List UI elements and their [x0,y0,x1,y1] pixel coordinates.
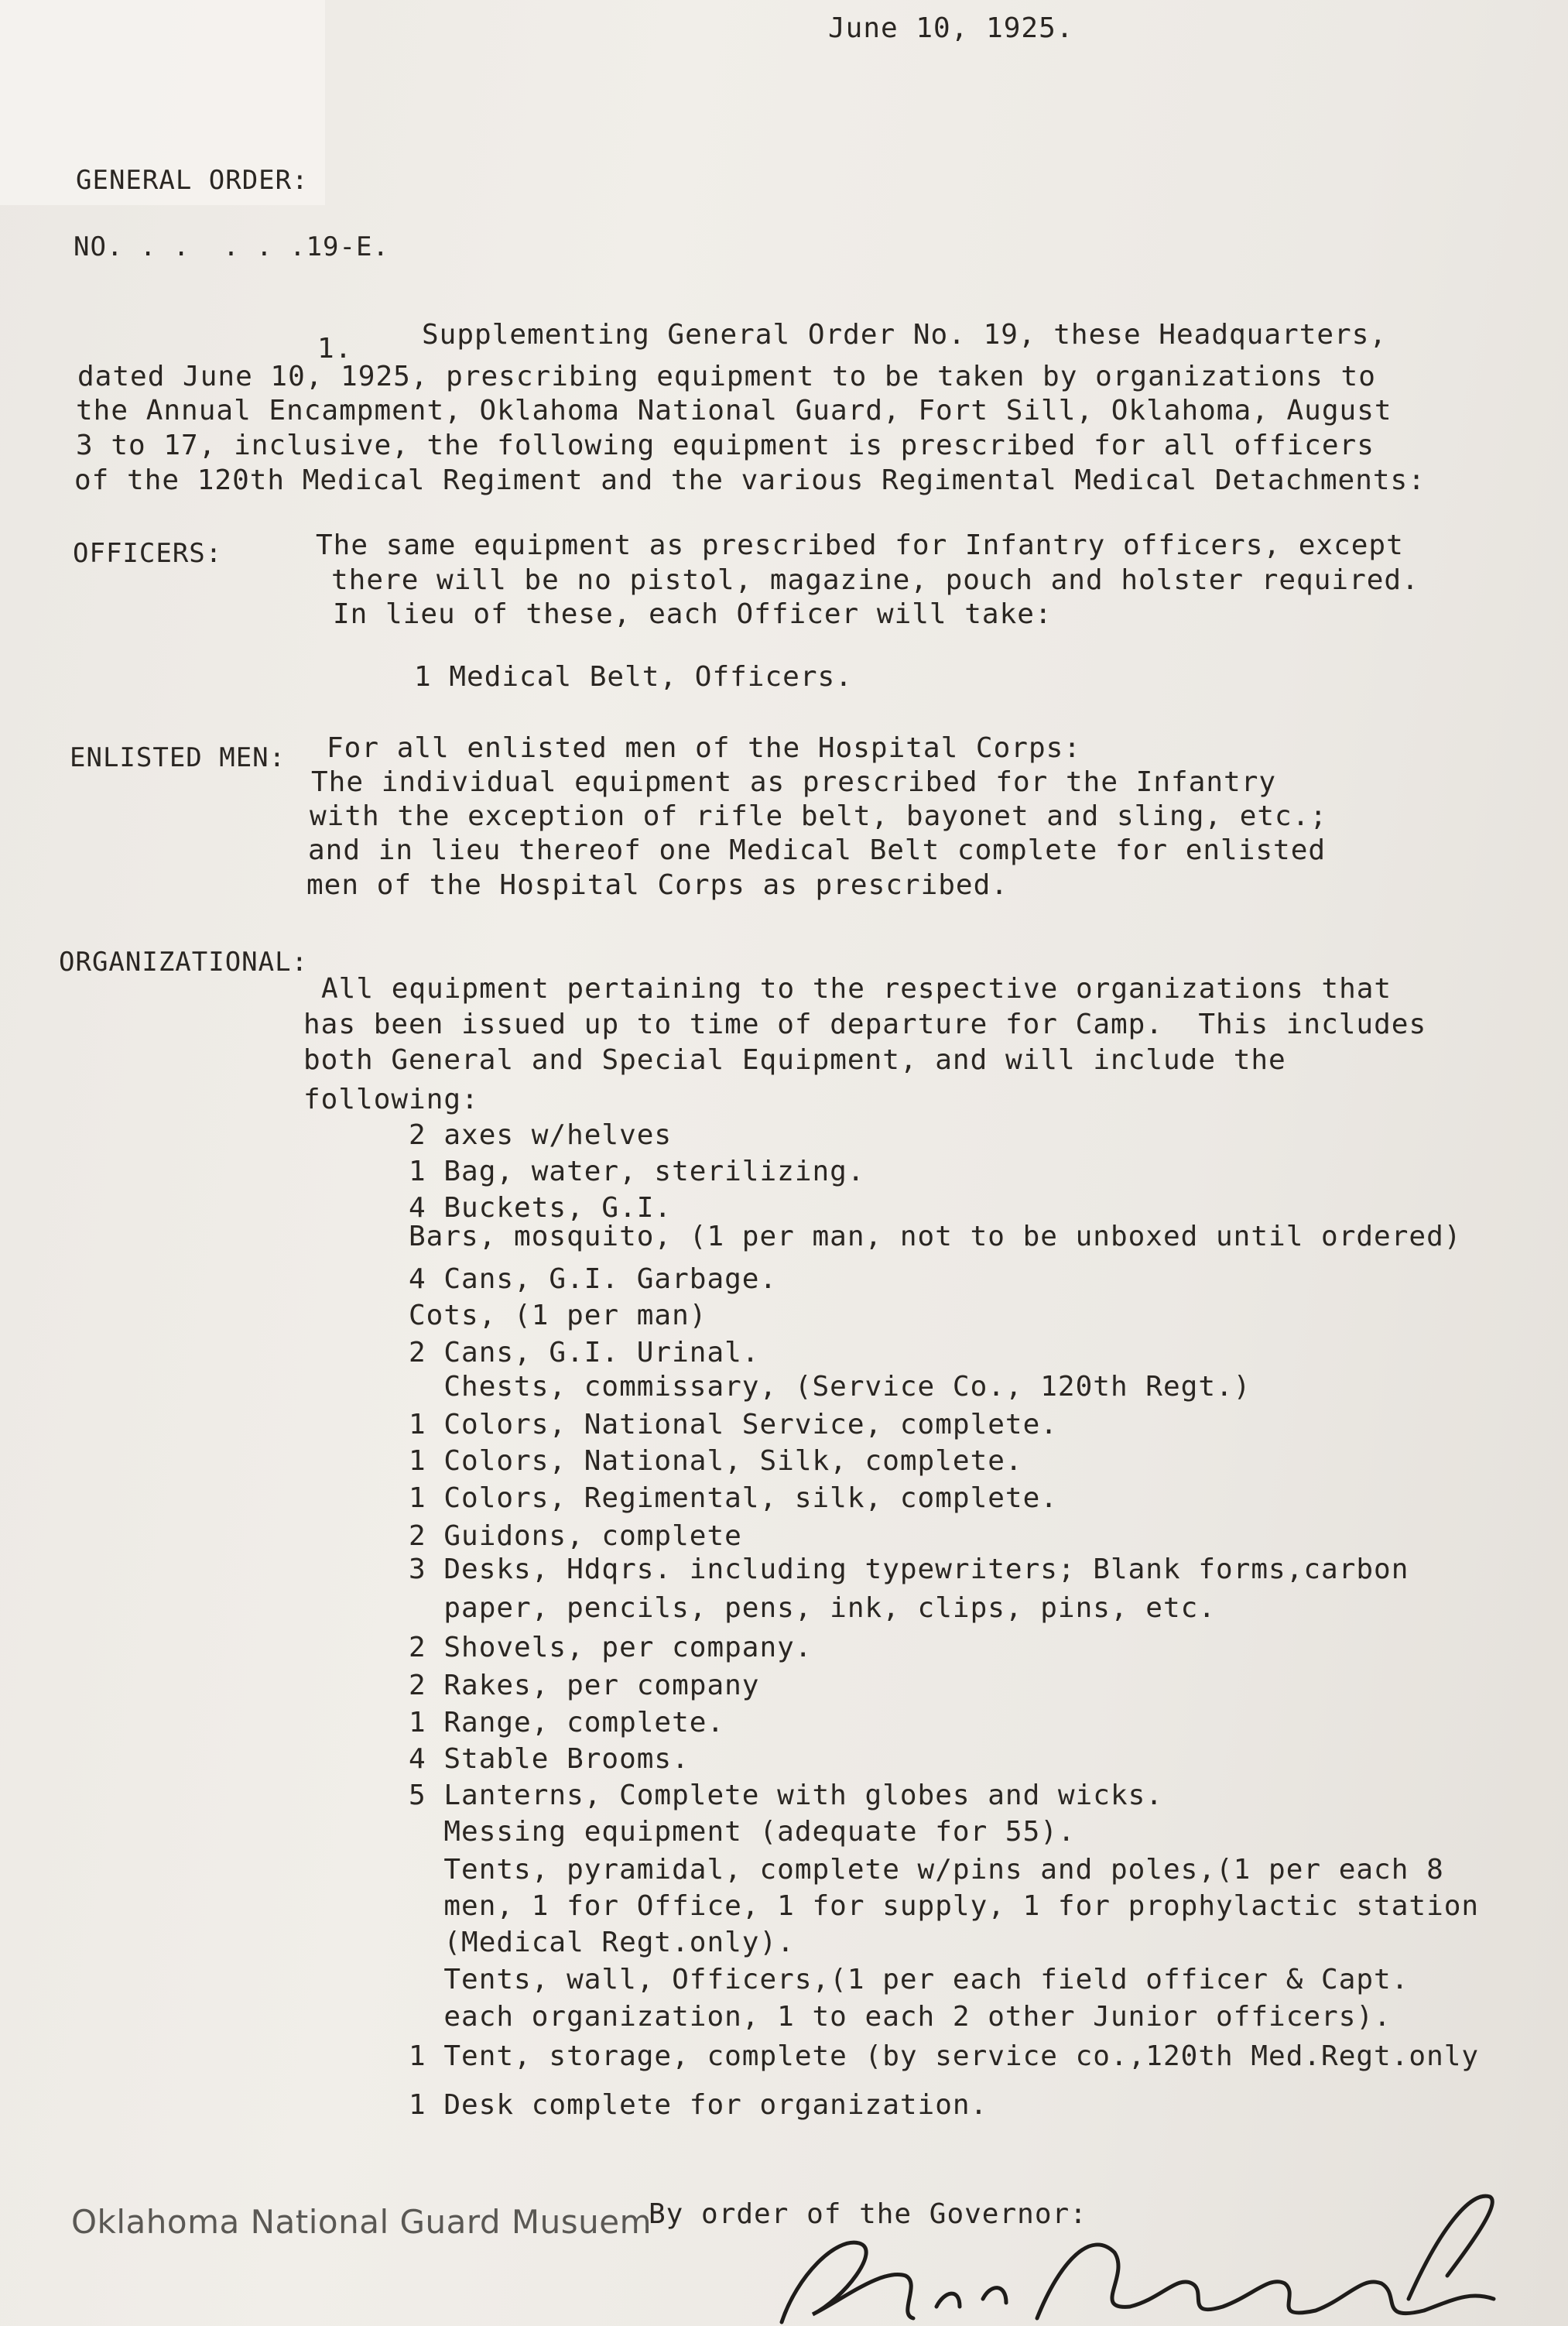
document-date: June 10, 1925. [828,12,1074,44]
equipment-item: 4 Stable Brooms. [409,1743,690,1775]
officers-line: In lieu of these, each Officer will take: [333,598,1053,630]
handwritten-signature [728,2183,1540,2326]
equipment-item: 2 Rakes, per company [409,1670,760,1701]
intro-line: the Annual Encampment, Oklahoma National Guard, Fort Sill, Oklahoma, August [76,395,1392,426]
equipment-item: Tents, wall, Officers,(1 per each field officer & Capt. [409,1964,1409,1995]
officers-label: OFFICERS: [73,538,223,569]
organizational-line: All equipment pertaining to the respective organizations that [321,973,1392,1005]
organizational-line: both General and Special Equipment, and will include the [303,1044,1286,1076]
intro-line: 3 to 17, inclusive, the following equipment is prescribed for all officers [76,430,1375,461]
general-order-label: GENERAL ORDER: [76,165,309,196]
equipment-item: Bars, mosquito, (1 per man, not to be unboxed until ordered) [409,1221,1462,1252]
equipment-item: Chests, commissary, (Service Co., 120th Regt.) [409,1371,1251,1403]
enlisted-line: The individual equipment as prescribed for the Infantry [311,766,1277,798]
museum-watermark: Oklahoma National Guard Musuem [71,2203,652,2241]
officers-item: 1 Medical Belt, Officers. [414,661,853,693]
equipment-item: men, 1 for Office, 1 for supply, 1 for prophylactic station [409,1890,1480,1922]
equipment-item: 1 Tent, storage, complete (by service co.,120th Med.Regt.only [409,2040,1480,2072]
enlisted-line: with the exception of rifle belt, bayonet and sling, etc.; [310,800,1328,832]
intro-line: of the 120th Medical Regiment and the various Regimental Medical Detachments: [74,464,1426,496]
equipment-item: (Medical Regt.only). [409,1927,795,1958]
equipment-item: 5 Lanterns, Complete with globes and wicks. [409,1780,1163,1811]
equipment-item: 1 Bag, water, sterilizing. [409,1156,865,1187]
equipment-item: 1 Desk complete for organization. [409,2089,988,2121]
equipment-item: 1 Colors, National Service, complete. [409,1409,1058,1440]
intro-line: dated June 10, 1925, prescribing equipment to be taken by organizations to [77,361,1376,392]
officers-line: The same equipment as prescribed for Infantry officers, except [316,529,1404,561]
equipment-item: Messing equipment (adequate for 55). [409,1816,1076,1848]
equipment-item: 1 Range, complete. [409,1707,725,1739]
equipment-item: paper, pencils, pens, ink, clips, pins, etc. [409,1592,1216,1624]
enlisted-line: and in lieu thereof one Medical Belt complete for enlisted [308,834,1327,866]
equipment-item: 2 Cans, G.I. Urinal. [409,1337,760,1369]
enlisted-label: ENLISTED MEN: [70,742,286,773]
equipment-item: 2 Guidons, complete [409,1520,742,1552]
enlisted-line: For all enlisted men of the Hospital Corps: [327,732,1081,764]
equipment-item: Cots, (1 per man) [409,1300,707,1331]
equipment-item: 4 Buckets, G.I. [409,1192,673,1224]
equipment-item: 2 axes w/helves [409,1119,673,1151]
equipment-item: 3 Desks, Hdqrs. including typewriters; Blank forms,carbon [409,1554,1409,1585]
intro-line: Supplementing General Order No. 19, these Headquarters, [422,319,1388,351]
paragraph-number: 1. [317,333,353,365]
enlisted-line: men of the Hospital Corps as prescribed. [306,869,1008,901]
closing-line: By order of the Governor: [649,2198,1087,2230]
organizational-line: following: [303,1084,479,1115]
order-number: NO. . . . . .19-E. [74,231,389,262]
organizational-label: ORGANIZATIONAL: [59,947,309,978]
equipment-item: 2 Shovels, per company. [409,1632,813,1663]
equipment-item: 1 Colors, Regimental, silk, complete. [409,1482,1058,1514]
equipment-item: 4 Cans, G.I. Garbage. [409,1263,778,1295]
officers-line: there will be no pistol, magazine, pouch and holster required. [331,564,1419,596]
equipment-item: 1 Colors, National, Silk, complete. [409,1445,1023,1477]
organizational-line: has been issued up to time of departure for Camp. This includes [303,1009,1427,1040]
equipment-item: each organization, 1 to each 2 other Junior officers). [409,2001,1392,2033]
equipment-item: Tents, pyramidal, complete w/pins and poles,(1 per each 8 [409,1854,1444,1886]
